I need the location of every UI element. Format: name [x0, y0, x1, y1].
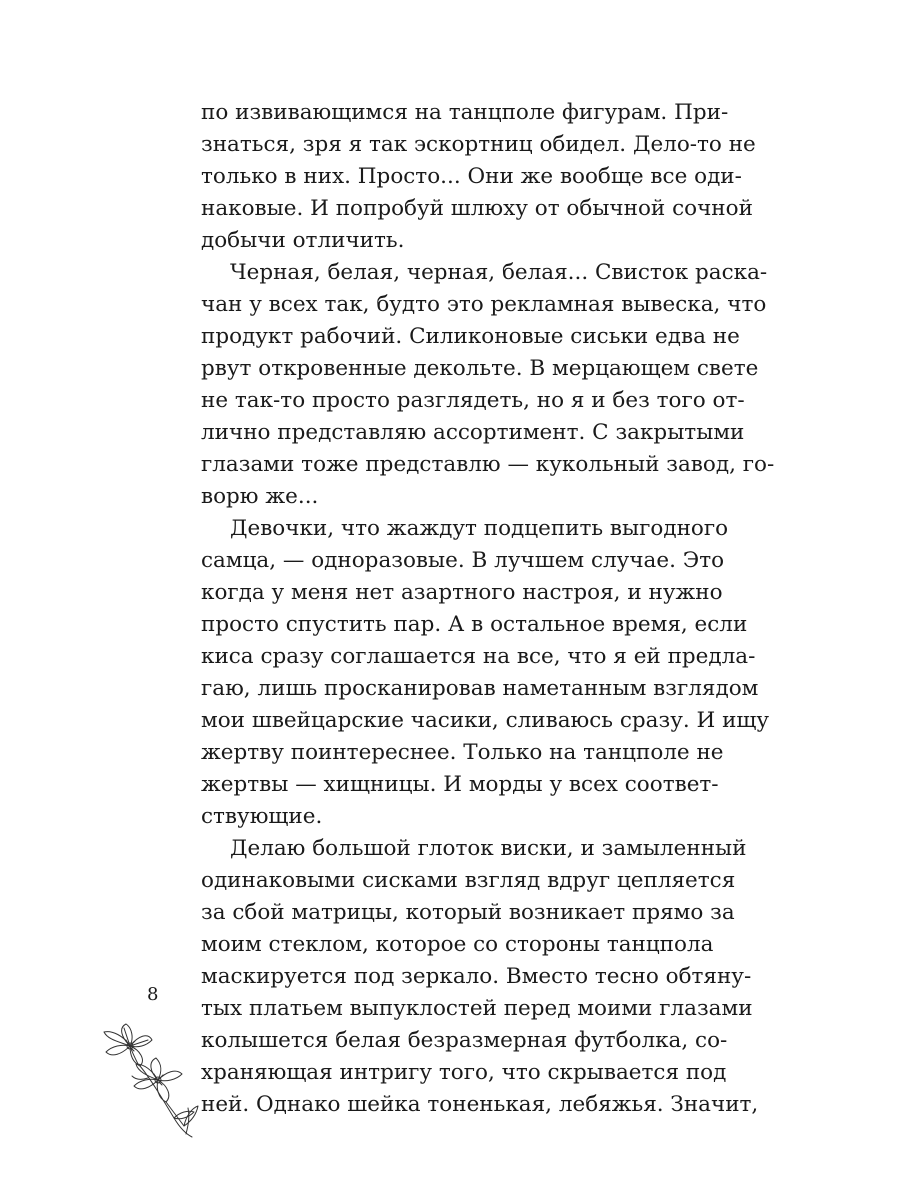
- text-line: наковые. И попробуй шлюху от обычной сочной: [201, 196, 753, 221]
- text-line: ней. Однако шейка тоненькая, лебяжья. Значит,: [201, 1092, 759, 1117]
- page-number: 8: [147, 984, 159, 1005]
- text-line: жертву поинтереснее. Только на танцполе не: [201, 740, 724, 765]
- paragraph-first-line: Делаю большой глоток виски, и замыленный: [230, 836, 747, 861]
- text-line: самца, — одноразовые. В лучшем случае. Это: [201, 548, 725, 573]
- text-line: лично представляю ассортимент. С закрытыми: [201, 420, 745, 445]
- text-line: гаю, лишь просканировав наметанным взглядом: [201, 676, 759, 701]
- text-line: ствующие.: [201, 804, 323, 829]
- text-line: жертвы — хищницы. И морды у всех соответ-: [201, 772, 719, 797]
- text-line: храняющая интригу того, что скрывается под: [201, 1060, 727, 1085]
- text-line: глазами тоже представлю — кукольный завод, го-: [201, 452, 775, 477]
- text-line: моим стеклом, которое со стороны танцпола: [201, 932, 714, 957]
- text-line: киса сразу соглашается на все, что я ей предла-: [201, 644, 756, 669]
- text-line: колышется белая безразмерная футболка, со-: [201, 1028, 728, 1053]
- text-line: за сбой матрицы, который возникает прямо за: [201, 900, 735, 925]
- text-line: по извивающимся на танцполе фигурам. При-: [201, 100, 729, 125]
- text-line: ворю же...: [201, 484, 319, 509]
- text-line: маскируется под зеркало. Вместо тесно обтяну-: [201, 964, 752, 989]
- text-line: чан у всех так, будто это рекламная вывеска, что: [201, 292, 767, 317]
- text-line: рвут откровенные декольте. В мерцающем свете: [201, 356, 759, 381]
- text-line: тых платьем выпуклостей перед моими глазами: [201, 996, 753, 1021]
- text-line: только в них. Просто... Они же вообще все оди-: [201, 164, 742, 189]
- flower-sketch-icon: [100, 1018, 205, 1138]
- text-line: добычи отличить.: [201, 228, 405, 253]
- text-line: когда у меня нет азартного настроя, и нужно: [201, 580, 723, 605]
- text-line: одинаковыми сисками взгляд вдруг цепляется: [201, 868, 736, 893]
- text-line: не так-то просто разглядеть, но я и без того от-: [201, 388, 745, 413]
- paragraph-first-line: Девочки, что жаждут подцепить выгодного: [230, 516, 729, 541]
- text-line: мои швейцарские часики, сливаюсь сразу. И ищу: [201, 708, 770, 733]
- paragraph-first-line: Черная, белая, черная, белая... Свисток раска-: [230, 260, 768, 285]
- text-line: знаться, зря я так эскортниц обидел. Дело-то не: [201, 132, 756, 157]
- text-line: продукт рабочий. Силиконовые сиськи едва не: [201, 324, 740, 349]
- text-line: просто спустить пар. А в остальное время, если: [201, 612, 748, 637]
